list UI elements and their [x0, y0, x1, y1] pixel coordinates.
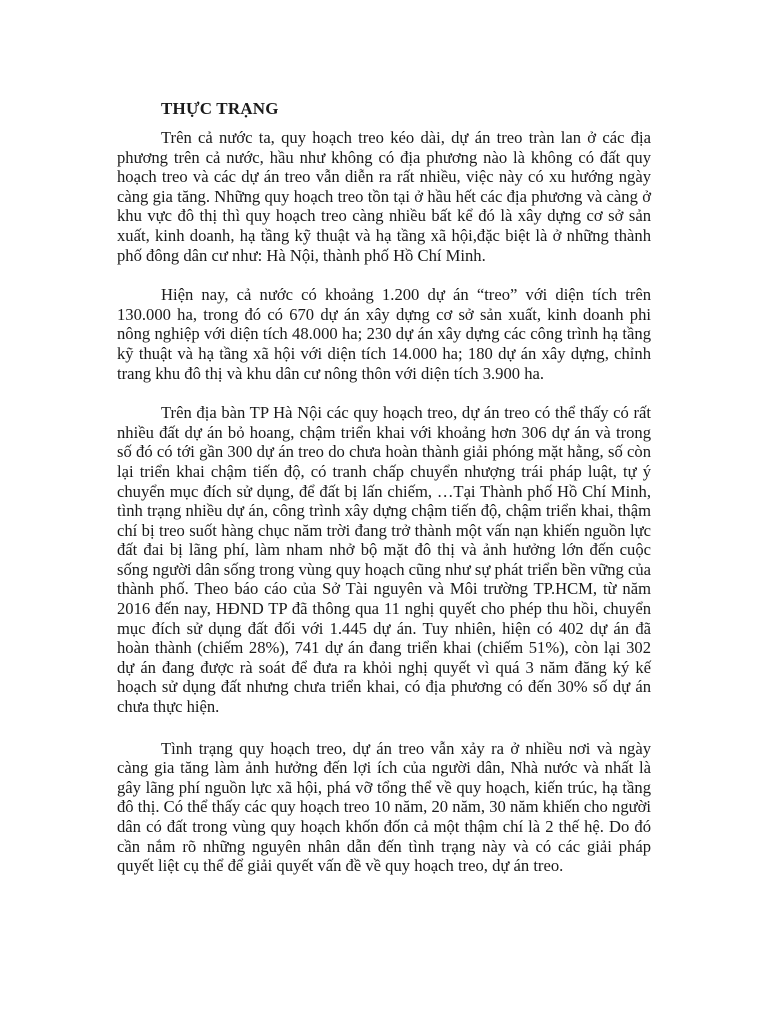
paragraph-consequences: Tình trạng quy hoạch treo, dự án treo vẫn xảy ra ở nhiều nơi và ngày càng gia tăng làm ảnh hưởng đến lợi ích của người dân, Nhà nước và nhất là gây lãng phí nguồn lực xã hội, phá vỡ tổng thể về quy hoạch, kiến trúc, hạ tầng đô thị. Có thể thấy các quy hoạch treo 10 năm, 20 năm, 30 năm khiến cho người dân có đất trong vùng quy hoạch khốn đốn cả một thậm chí là 2 thế hệ. Do đó cần nắm rõ những nguyên nhân dẫn đến tình trạng này và có các giải pháp quyết liệt cụ thể để giải quyết vấn đề về quy hoạch treo, dự án treo.: [117, 738, 651, 876]
document-page: [117, 96, 651, 896]
paragraph-hanoi-hcmc: Trên địa bàn TP Hà Nội các quy hoạch treo, dự án treo có thể thấy có rất nhiều đất dự án bỏ hoang, chậm triển khai với khoảng hơn 306 dự án và trong số đó có tới gần 300 dự án treo do chưa hoàn thành giải phóng mặt hằng, số còn lại triển khai chậm tiến độ, có tranh chấp chuyển nhượng trái pháp luật, tự ý chuyển mục đích sử dụng, để đất bị lấn chiếm, …Tại Thành phố Hồ Chí Minh, tình trạng nhiều dự án, công trình xây dựng chậm tiến độ, chậm triển khai, thậm chí bị treo suốt hàng chục năm trời đang trở thành một vấn nạn khiến nguồn lực đất đai bị lãng phí, làm nham nhở bộ mặt đô thị và ảnh hưởng lớn đến cuộc sống người dân sống trong vùng quy hoạch cũng như sự phát triển bền vững của thành phố. Theo báo cáo của Sở Tài nguyên và Môi trường TP.HCM, từ năm 2016 đến nay, HĐND TP đã thông qua 11 nghị quyết cho phép thu hồi, chuyển mục đích sử dụng đất đối với 1.445 dự án. Tuy nhiên, hiện có 402 dự án đã hoàn thành (chiếm 28%), 741 dự án đang triển khai (chiếm 51%), còn lại 302 dự án đang được rà soát để đưa ra khỏi nghị quyết vì quá 3 năm đăng ký kế hoạch sử dụng đất nhưng chưa triển khai, có địa phương có đến 30% số dự án chưa thực hiện.: [117, 403, 651, 717]
paragraph-national-statistics: Hiện nay, cả nước có khoảng 1.200 dự án “treo” với diện tích trên 130.000 ha, trong đó có 670 dự án xây dựng cơ sở sản xuất, kinh doanh phi nông nghiệp với diện tích 48.000 ha; 230 dự án xây dựng các công trình hạ tầng kỹ thuật và hạ tầng xã hội với diện tích 14.000 ha; 180 dự án xây dựng, chỉnh trang khu đô thị và khu dân cư nông thôn với diện tích 3.900 ha.: [117, 285, 651, 383]
section-heading: THỰC TRẠNG: [161, 99, 279, 118]
paragraph-overview: Trên cả nước ta, quy hoạch treo kéo dài, dự án treo tràn lan ở các địa phương trên cả nước, hầu như không có địa phương nào là không có đất quy hoạch treo và các dự án treo vẫn diễn ra rất nhiều, việc này có xu hướng ngày càng gia tăng. Những quy hoạch treo tồn tại ở hầu hết các địa phương và càng ở khu vực đô thị thì quy hoạch treo càng nhiều bất kể đó là xây dựng cơ sở sản xuất, kinh doanh, hạ tầng kỹ thuật và hạ tầng xã hội,đặc biệt là ở những thành phố đông dân cư như: Hà Nội, thành phố Hồ Chí Minh.: [117, 128, 651, 265]
